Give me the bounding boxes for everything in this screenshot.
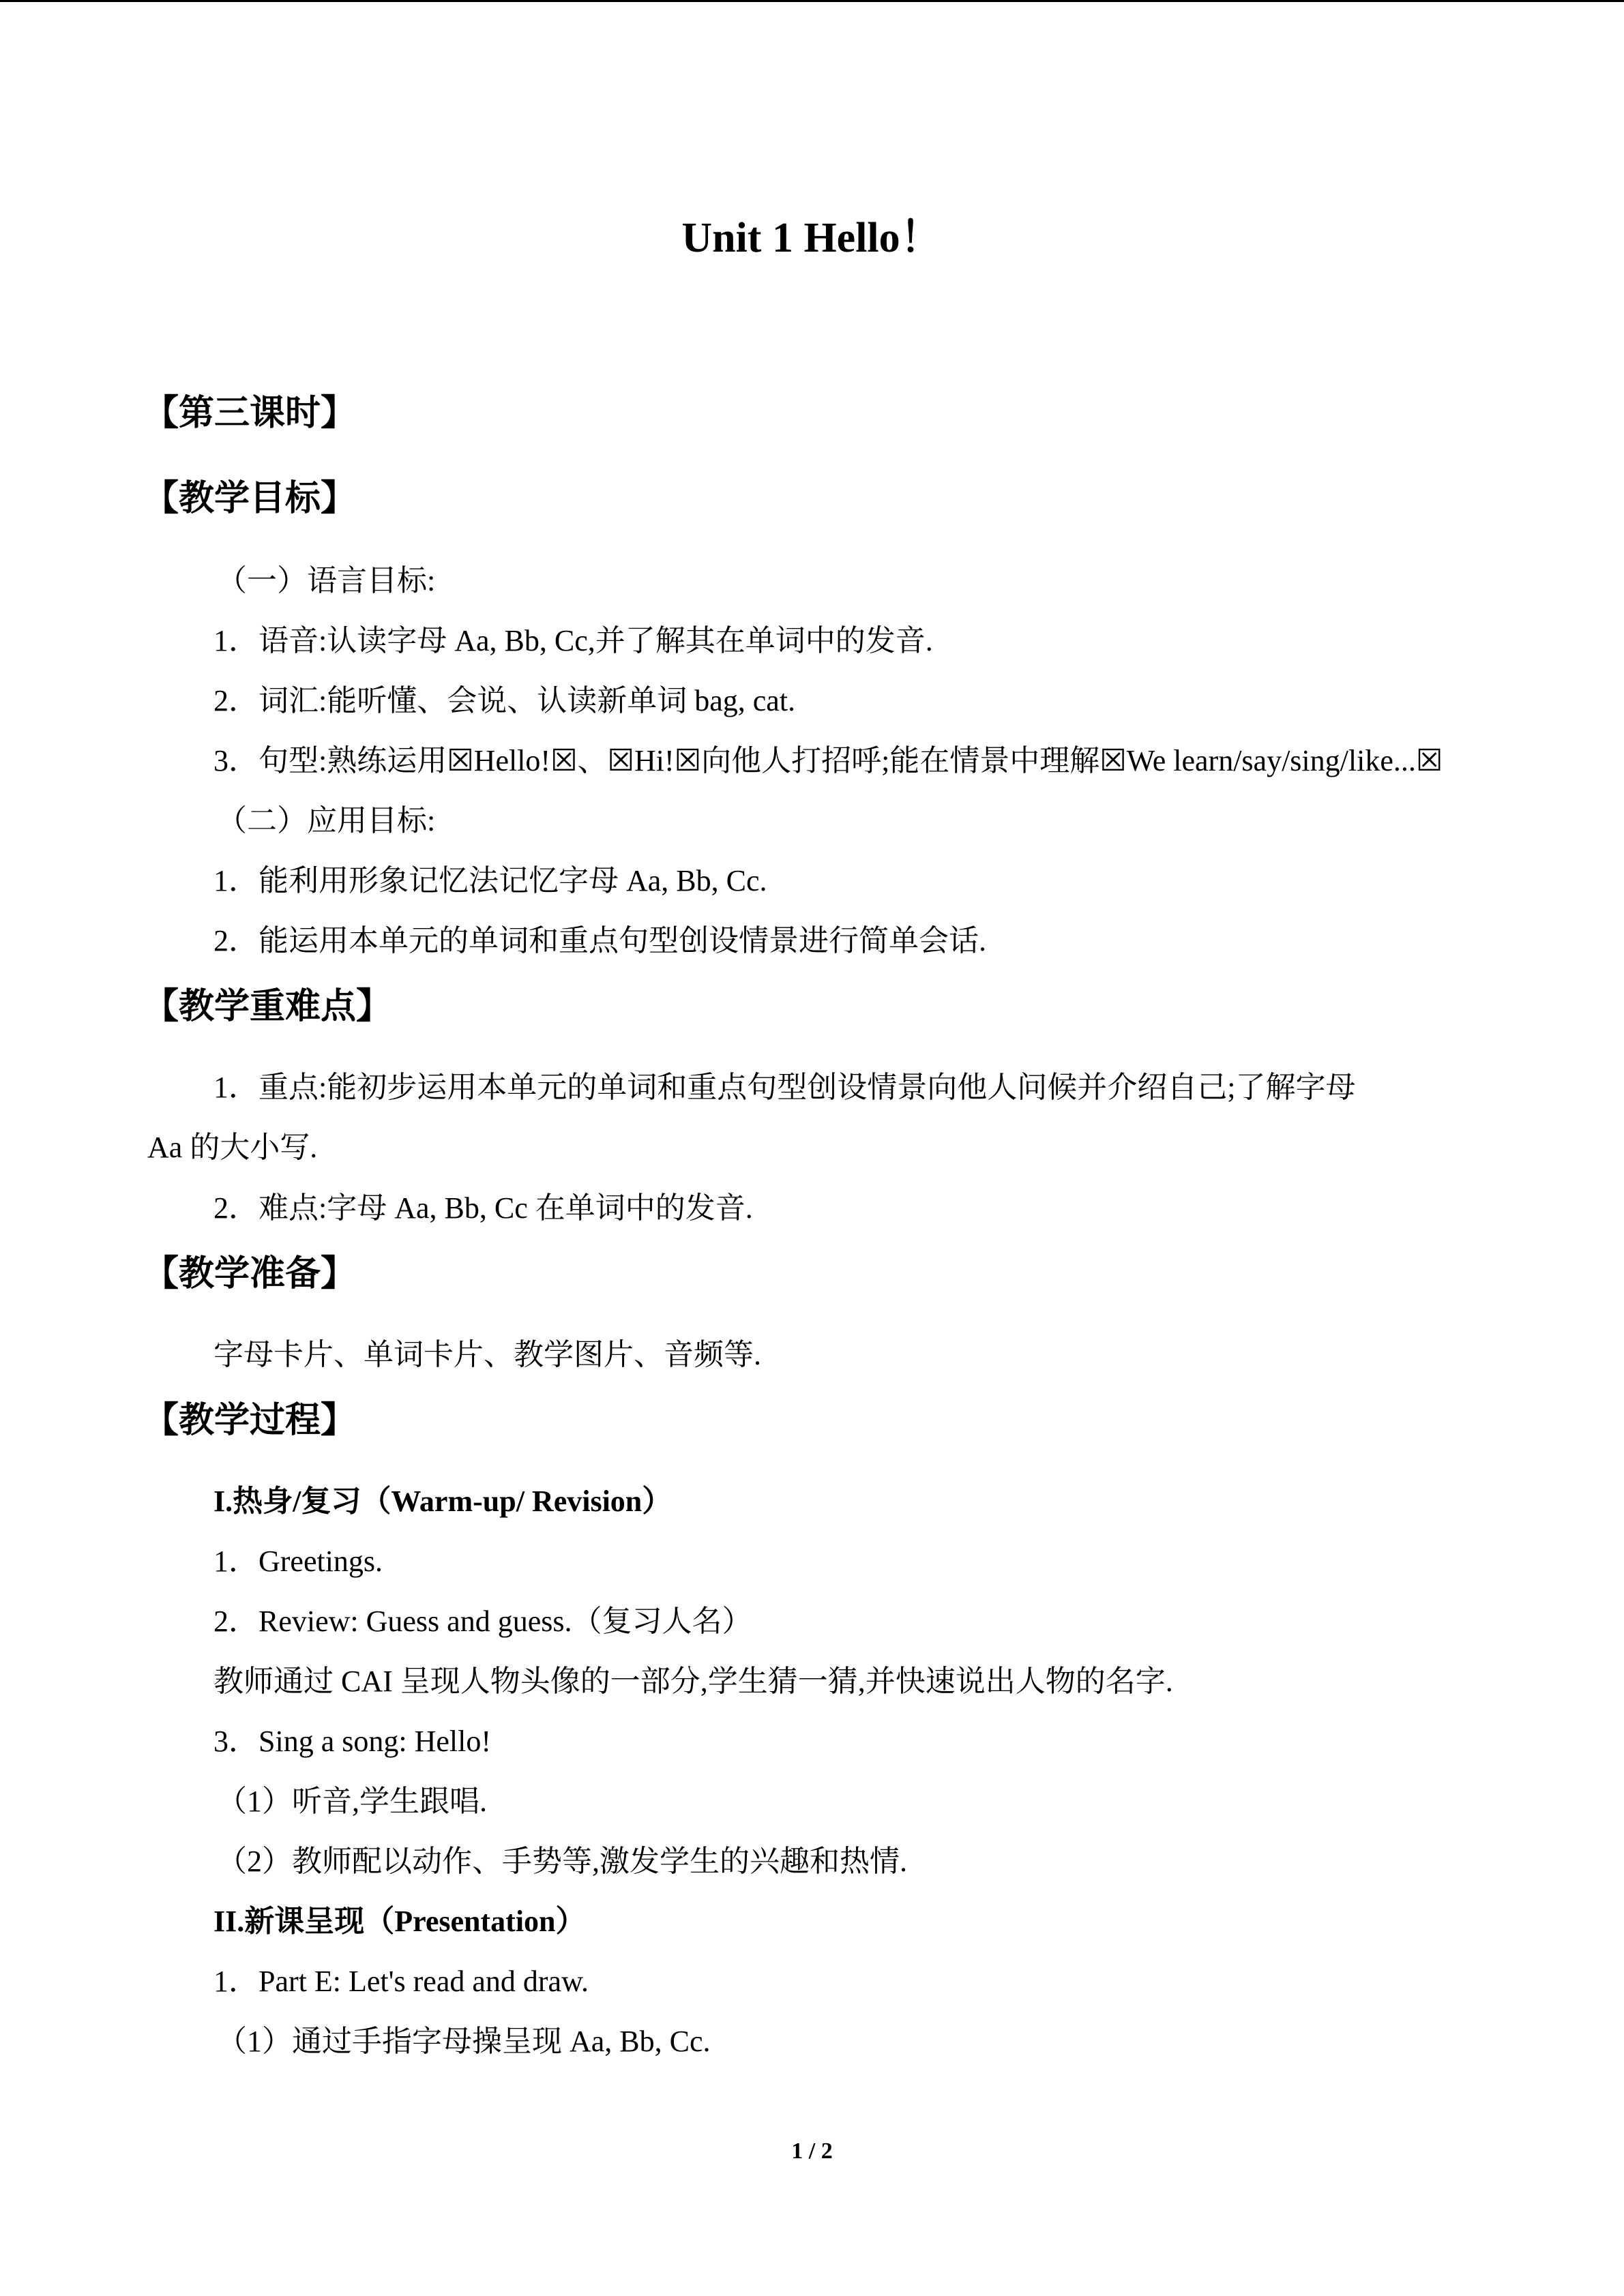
process-substep: （2）教师配以动作、手势等,激发学生的兴趣和热情.	[217, 1845, 907, 1878]
process-step: 2．Review: Guess and guess.（复习人名）	[213, 1605, 752, 1638]
process-substep: （1）听音,学生跟唱.	[217, 1785, 487, 1818]
objective-item: 3．句型:熟练运用☒Hello!☒、☒Hi!☒向他人打招呼;能在情景中理解☒We learn/say/sing/like...☒	[213, 744, 1443, 777]
top-border	[0, 0, 1624, 2]
difficulty-item: 2．难点:字母 Aa, Bb, Cc 在单词中的发音.	[213, 1191, 753, 1225]
key-point-item-continued: Aa 的大小写.	[147, 1131, 318, 1164]
process-step-description: 教师通过 CAI 呈现人物头像的一部分,学生猜一猜,并快速说出人物的名字.	[213, 1665, 1173, 1698]
section-preparation: 【教学准备】	[143, 1253, 357, 1294]
language-objectives-heading: （一）语言目标:	[217, 564, 436, 597]
key-point-item: 1．重点:能初步运用本单元的单词和重点句型创设情景向他人问候并介绍自己;了解字母	[213, 1071, 1356, 1104]
objective-item: 1．语音:认读字母 Aa, Bb, Cc,并了解其在单词中的发音.	[213, 624, 933, 657]
warmup-heading: I.热身/复习（Warm-up/ Revision）	[213, 1485, 673, 1518]
page-title: Unit 1 Hello！	[681, 215, 943, 261]
application-objectives-heading: （二）应用目标:	[217, 804, 436, 837]
process-step: 3．Sing a song: Hello!	[213, 1725, 491, 1758]
section-objectives: 【教学目标】	[143, 478, 357, 519]
preparation-text: 字母卡片、单词卡片、教学图片、音频等.	[213, 1338, 761, 1371]
section-period: 【第三课时】	[143, 393, 357, 434]
process-step: 1．Greetings.	[213, 1545, 383, 1578]
application-item: 2．能运用本单元的单词和重点句型创设情景进行简单会话.	[213, 924, 986, 957]
section-process: 【教学过程】	[143, 1400, 357, 1441]
page-number: 1 / 2	[791, 2138, 833, 2164]
process-substep: （1）通过手指字母操呈现 Aa, Bb, Cc.	[217, 2025, 711, 2058]
presentation-heading: II.新课呈现（Presentation）	[213, 1905, 586, 1938]
section-key-points: 【教学重难点】	[143, 986, 392, 1027]
application-item: 1．能利用形象记忆法记忆字母 Aa, Bb, Cc.	[213, 864, 767, 897]
objective-item: 2．词汇:能听懂、会说、认读新单词 bag, cat.	[213, 684, 796, 717]
process-step: 1．Part E: Let's read and draw.	[213, 1965, 589, 1998]
